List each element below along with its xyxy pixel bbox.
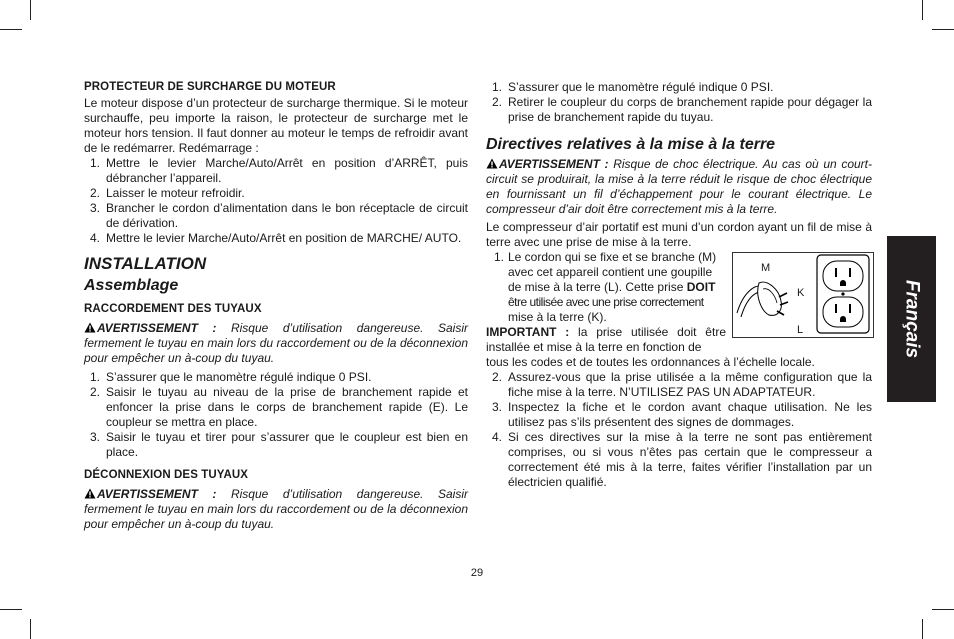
list-item: 2. Saisir le tuyau au niveau de la prise de branchement rapide et enfoncer la prise dans le corps de branchement rapide (E). Le coupleur se mettra en place. [90,385,468,429]
figure-label-l: L [797,324,804,336]
disconnecting-heading: DÉCONNEXION DES TUYAUX [84,469,249,481]
list-item: 2. Assurez-vous que la prise utilisée a la même configuration que la fiche mise à la terre. N’UTILISEZ PAS UN ADAPTATEUR. [492,370,872,399]
warning-triangle-icon [84,488,96,499]
page-number: 29 [470,567,484,579]
assembly-title: Assemblage [84,277,179,294]
crop-mark [932,29,954,30]
list-item: 1. S’assurer que le manomètre régulé indique 0 PSI. [90,370,372,384]
figure-label-m: M [761,262,771,274]
list-item: 3. Brancher le cordon d’alimentation dans le bon réceptacle de circuit de dérivation. [90,201,468,230]
connecting-heading: RACCORDEMENT DES TUYAUX [84,303,262,315]
grounding-step-1: 1. Le cordon qui se fixe et se branche (M) avec cet appareil contient une goupille de mise à la terre (L). Cette prise DOIT être utilisée avec une prise correctement mise à la terre (K). [494,250,717,324]
list-item: 3. Saisir le tuyau et tirer pour s’assurer que le coupleur est bien en place. [90,430,468,459]
language-tab-label: Français [901,279,922,359]
important-note-line: tous les codes et de toutes les ordonnances à l’échelle locale. [486,355,815,369]
grounded-plug-illustration [732,252,874,338]
connecting-warning: AVERTISSEMENT : Risque d’utilisation dangereuse. Saisir fermement le tuyau en main lors du raccordement ou de la déconnexion pour empêcher un à-coup du tuyau. [84,321,468,365]
crop-mark [932,609,954,610]
list-item: 4. Si ces directives sur la mise à la terre ne sont pas entièrement comprises, ou si vous n’êtes pas certain que le compresseur a correctement été mis à la terre, faites vérifier l’installation par un électricien qualifié. [492,430,872,489]
crop-mark [30,0,31,20]
list-item: 4. Mettre le levier Marche/Auto/Arrêt en position de MARCHE/ AUTO. [90,231,462,245]
connecting-steps [84,370,468,460]
crop-mark [922,619,923,639]
grounding-title: Directives relatives à la mise à la terre [486,136,776,153]
disconnecting-steps [486,80,872,125]
figure-label-k: K [797,287,805,299]
right-column [486,80,872,490]
warning-triangle-icon [84,322,96,333]
grounding-intro: Le compresseur d’air portatif est muni d’un cordon ayant un fil de mise à terre avec une prise de mise à la terre. [486,220,872,249]
important-note-line: installée et mise à la terre en fonction de [486,340,702,354]
language-side-tab [887,236,936,402]
motor-overload-intro: Le moteur dispose d’un protecteur de surcharge thermique. Si le moteur surchauffe, peu importe la raison, le protecteur de surcharge met le moteur hors tension. Il faut donner au moteur le temps de refroidir avant de le redémarrer. Redémarrage : [84,96,468,155]
installation-title: INSTALLATION [84,254,207,273]
crop-mark [30,619,31,639]
motor-overload-heading: PROTECTEUR DE SURCHARGE DU MOTEUR [84,81,336,93]
list-item: 2. Retirer le coupleur du corps de branchement rapide pour dégager la prise de branchement rapide du tuyau. [492,95,872,124]
motor-overload-steps [84,156,468,246]
grounding-figure-block [486,250,872,370]
list-item: 1. Mettre le levier Marche/Auto/Arrêt en position d’ARRÊT, puis débrancher l’appareil. [90,156,468,185]
crop-mark [0,609,22,610]
list-item: 3. Inspectez la fiche et le cordon avant chaque utilisation. Ne les utilisez pas s’ils présentent des signes de dommages. [492,400,872,429]
grounding-steps [486,370,872,490]
crop-mark [0,29,22,30]
warning-triangle-icon [486,158,498,169]
disconnecting-warning: AVERTISSEMENT : Risque d’utilisation dangereuse. Saisir fermement le tuyau en main lors du raccordement ou de la déconnexion pour empêcher un à-coup du tuyau. [84,487,468,531]
list-item: 1. S’assurer que le manomètre régulé indique 0 PSI. [492,80,774,94]
important-note: IMPORTANT : la prise utilisée doit être [486,325,726,339]
grounding-warning: AVERTISSEMENT : Risque de choc électrique. Au cas où un court-circuit se produirait, la mise à la terre réduit le risque de choc électrique en fournissant un fil d’échappement pour le courant électrique. Le compresseur d’air doit être correctement mis à la terre. [486,157,872,216]
list-item: 2. Laisser le moteur refroidir. [90,186,245,200]
crop-mark [922,0,923,20]
left-column [84,80,468,532]
